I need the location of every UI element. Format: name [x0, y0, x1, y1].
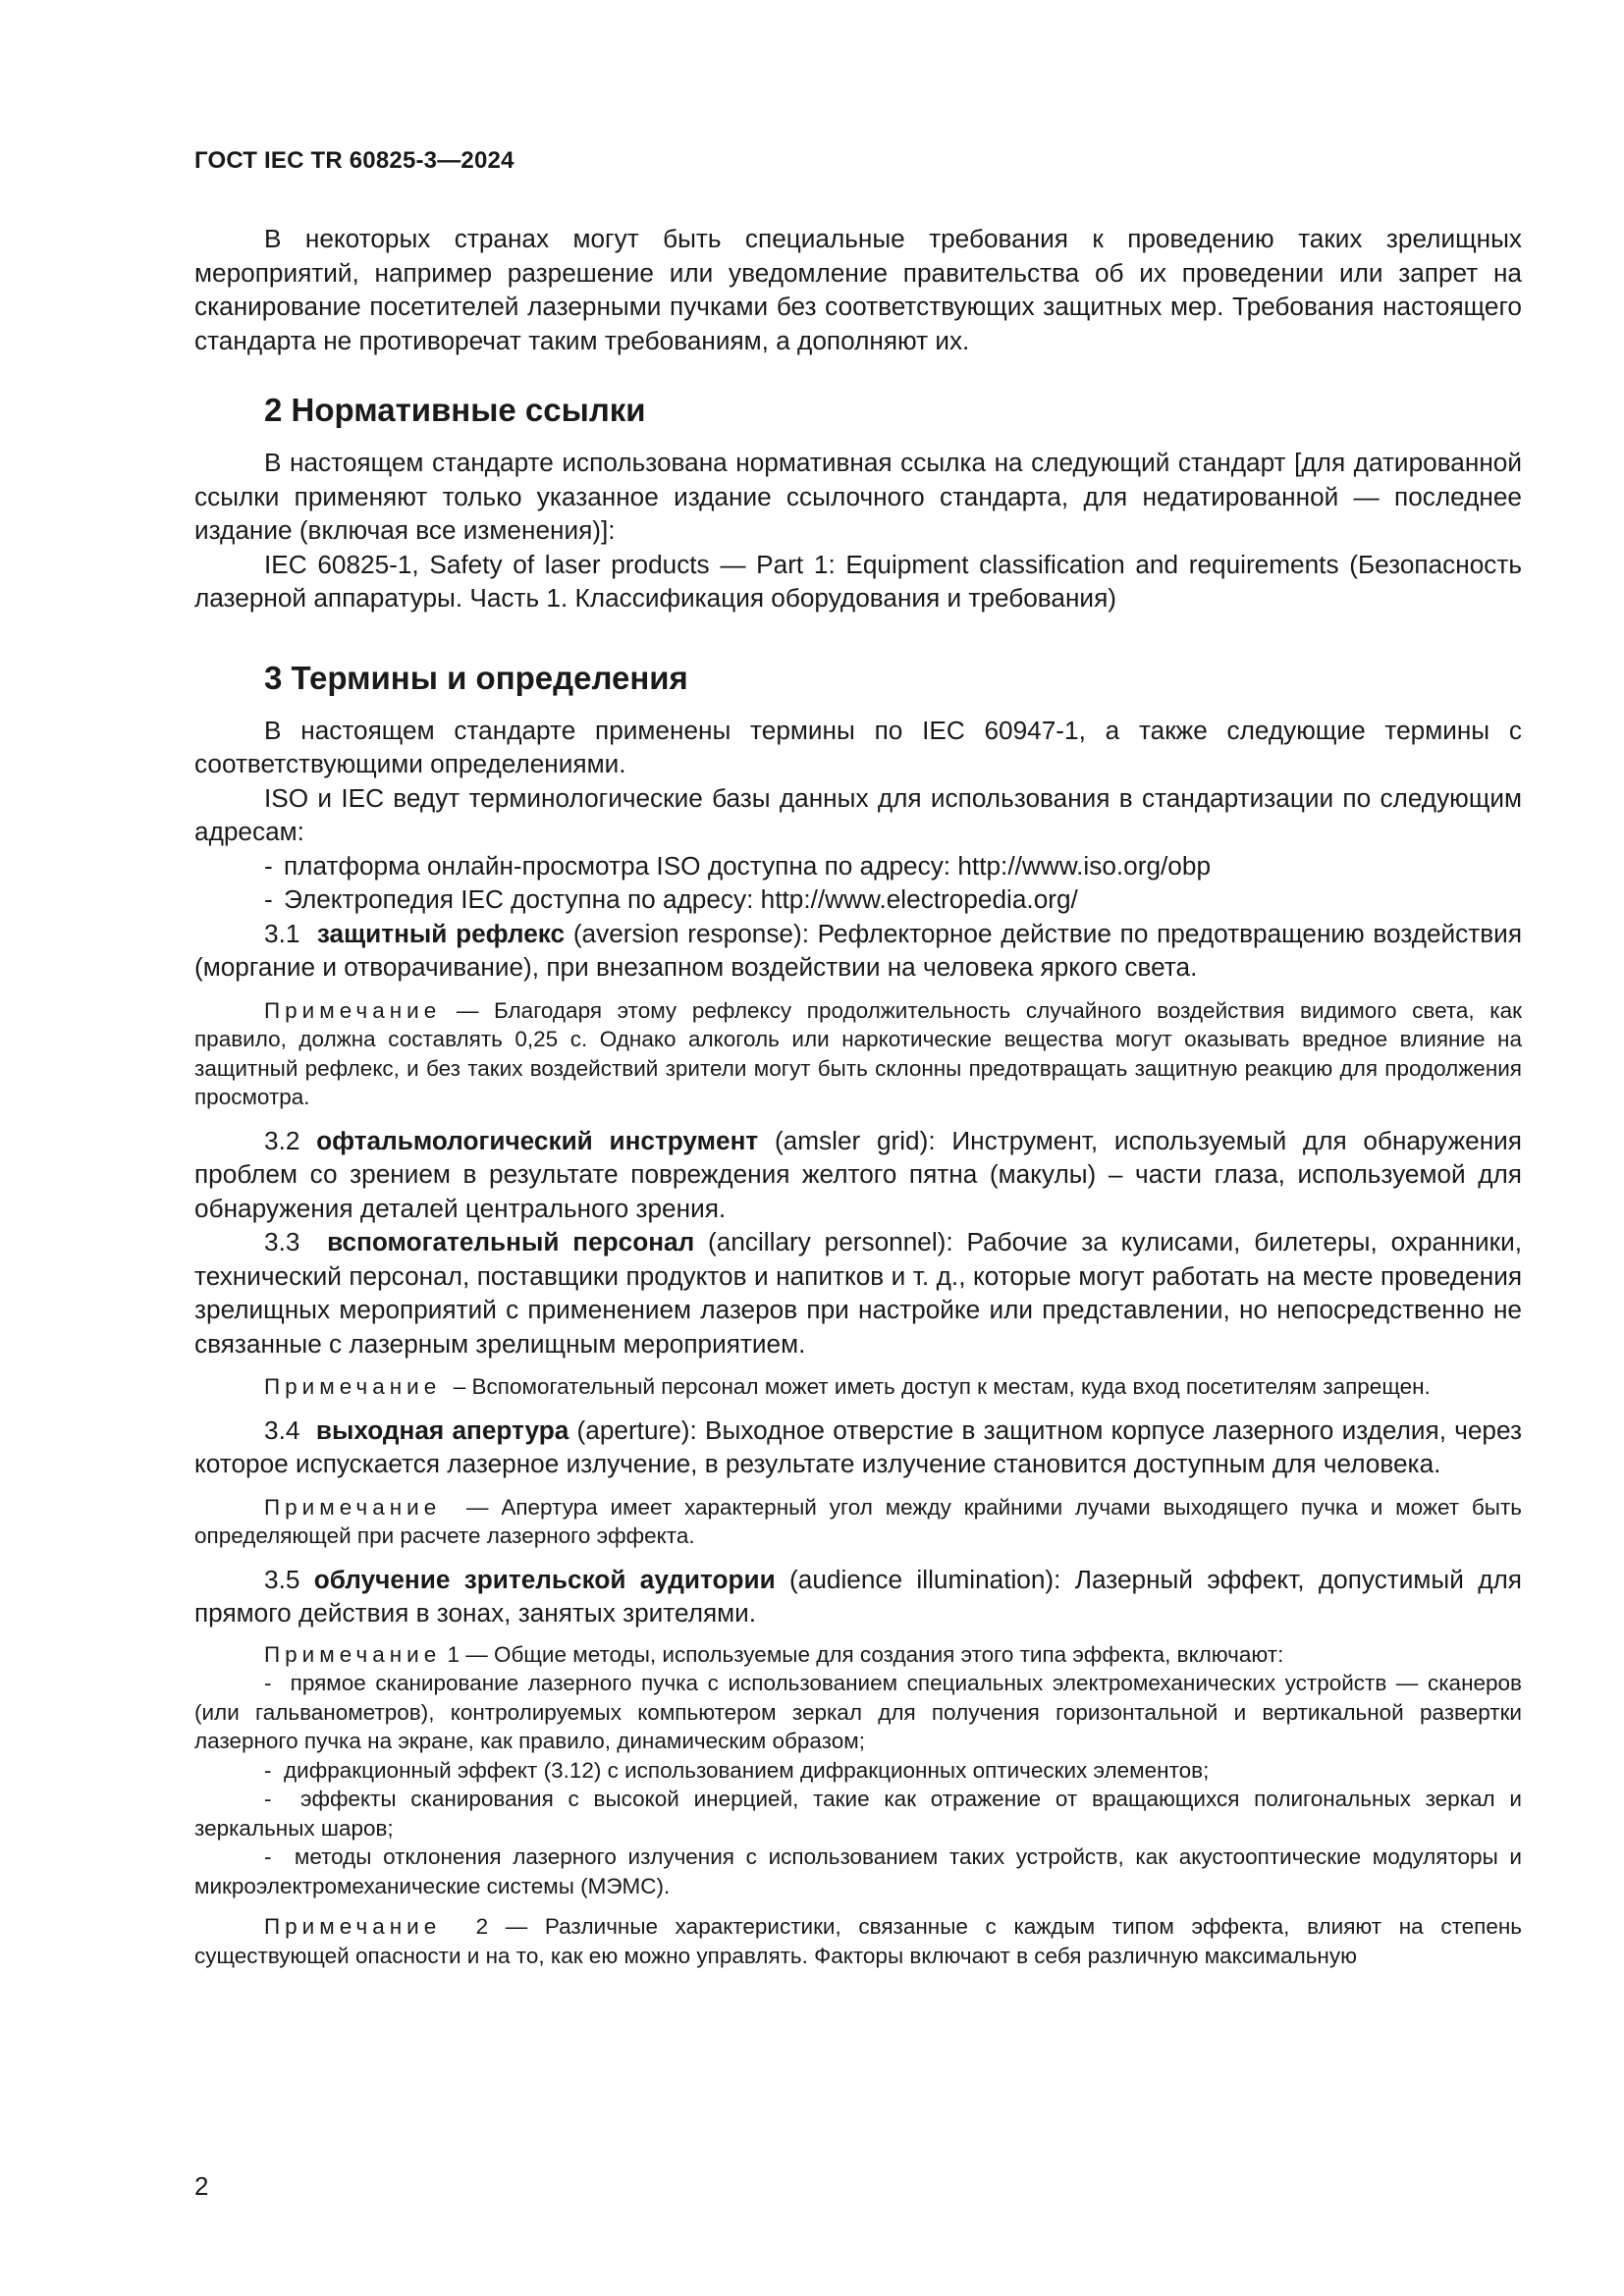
page-number: 2 — [194, 2171, 209, 2201]
page-content — [194, 222, 1522, 1970]
term-3-2: 3.2 офтальмологический инструмент (amsler grid): Инструмент, используемый для обнаружения проблем со зрением в результате повреждения желтого пятна (макулы) – части глаза, используемой для обнаружения деталей центрального зрения. — [194, 1125, 1522, 1223]
section-3-paragraph-2: ISO и IEC ведут терминологические базы данных для использования в стандартизации по следующим адресам: — [194, 782, 1522, 846]
section-3-paragraph-1: В настоящем стандарте применены термины по IEC 60947-1, а также следующие термины с соответствующими определениями. — [194, 715, 1522, 778]
normative-reference: IEC 60825-1, Safety of laser products — Part 1: Equipment classification and requirements (Безопасность лазерной аппаратуры. Часть 1. Классификация оборудования и требования) — [194, 549, 1522, 613]
doc-header-code: ГОСТ IEC TR 60825-3—2024 — [194, 147, 514, 174]
term-3-3: 3.3 вспомогательный персонал (ancillary personnel): Рабочие за кулисами, билетеры, охранники, технический персонал, поставщики продуктов и напитков и т. д., которые могут работать на месте проведения зрелищных мероприятий с применением лазеров при настройке или представлении, но непосредственно не связанные с лазерным зрелищным мероприятием. — [194, 1227, 1522, 1359]
term-3-1: 3.1 защитный рефлекс (aversion response): Рефлекторное действие по предотвращению воздействия (моргание и отворачивание), при внезапном воздействии на человека яркого света. — [194, 918, 1522, 982]
note-3-1: Примечание — Благодаря этому рефлексу продолжительность случайного воздействия видимого света, как правило, должна составлять 0,25 с. Однако алкоголь или наркотические вещества могут оказывать вредное влияние на защитный рефлекс, и без таких воздействий зрители могут быть склонны предотвращать защитную реакцию для продолжения просмотра. — [194, 997, 1522, 1109]
list-item: - дифракционный эффект (3.12) с использованием дифракционных оптических элементов; — [264, 1757, 1210, 1783]
intro-paragraph: В некоторых странах могут быть специальные требования к проведению таких зрелищных мероприятий, например разрешение или уведомление правительства об их проведении или запрет на сканирование посетителей лазерными пучками без соответствующих защитных мер. Требования настоящего стандарта не противоречат таким требованиям, а дополняют их. — [194, 224, 1522, 355]
list-item: - платформа онлайн-просмотра ISO доступна по адресу: http://www.iso.org/obp — [264, 850, 1212, 881]
note-3-5-2: Примечание 2 — Различные характеристики, связанные с каждым типом эффекта, влияют на степень существующей опасности и на то, как ею можно управлять. Факторы включают в себя различную максимальную — [194, 1914, 1522, 1968]
list-item: - эффекты сканирования с высокой инерцией, такие как отражение от вращающихся полигональных зеркал и зеркальных шаров; — [194, 1787, 1522, 1841]
list-item: - методы отклонения лазерного излучения с использованием таких устройств, как акустооптические модуляторы и микроэлектромеханические системы (МЭМС). — [194, 1844, 1522, 1898]
term-3-4: 3.4 выходная апертура (aperture): Выходное отверстие в защитном корпусе лазерного изделия, через которое испускается лазерное излучение, в результате излучение становится доступным для человека. — [194, 1415, 1522, 1478]
list-item: - прямое сканирование лазерного пучка с использованием специальных электромеханических устройств — сканеров (или гальванометров), контролируемых компьютером зеркал для получения горизонтальной и вертикальной развертки лазерного пучка на экране, как правило, динамическим образом; — [194, 1671, 1522, 1753]
section-2-heading: 2 Нормативные ссылки — [264, 392, 646, 428]
section-2-paragraph: В настоящем стандарте использована нормативная ссылка на следующий стандарт [для датированной ссылки применяют только указанное издание ссылочного стандарта, для недатированной — последнее издание (включая все изменения)]: — [194, 448, 1522, 545]
note-3-5-1: Примечание 1 — Общие методы, используемые для создания этого типа эффекта, включают: — [264, 1641, 1284, 1667]
note-3-3: Примечание – Вспомогательный персонал может иметь доступ к местам, куда вход посетителям запрещен. — [264, 1374, 1431, 1399]
list-item: - Электропедия IEC доступна по адресу: http://www.electropedia.org/ — [264, 884, 1078, 914]
section-3-heading: 3 Термины и определения — [264, 659, 688, 696]
term-3-5: 3.5 облучение зрительской аудитории (audience illumination): Лазерный эффект, допустимый для прямого действия в зонах, занятых зрителями. — [194, 1564, 1522, 1628]
note-3-4: Примечание — Апертура имеет характерный угол между крайними лучами выходящего пучка и может быть определяющей при расчете лазерного эффекта. — [194, 1494, 1522, 1548]
